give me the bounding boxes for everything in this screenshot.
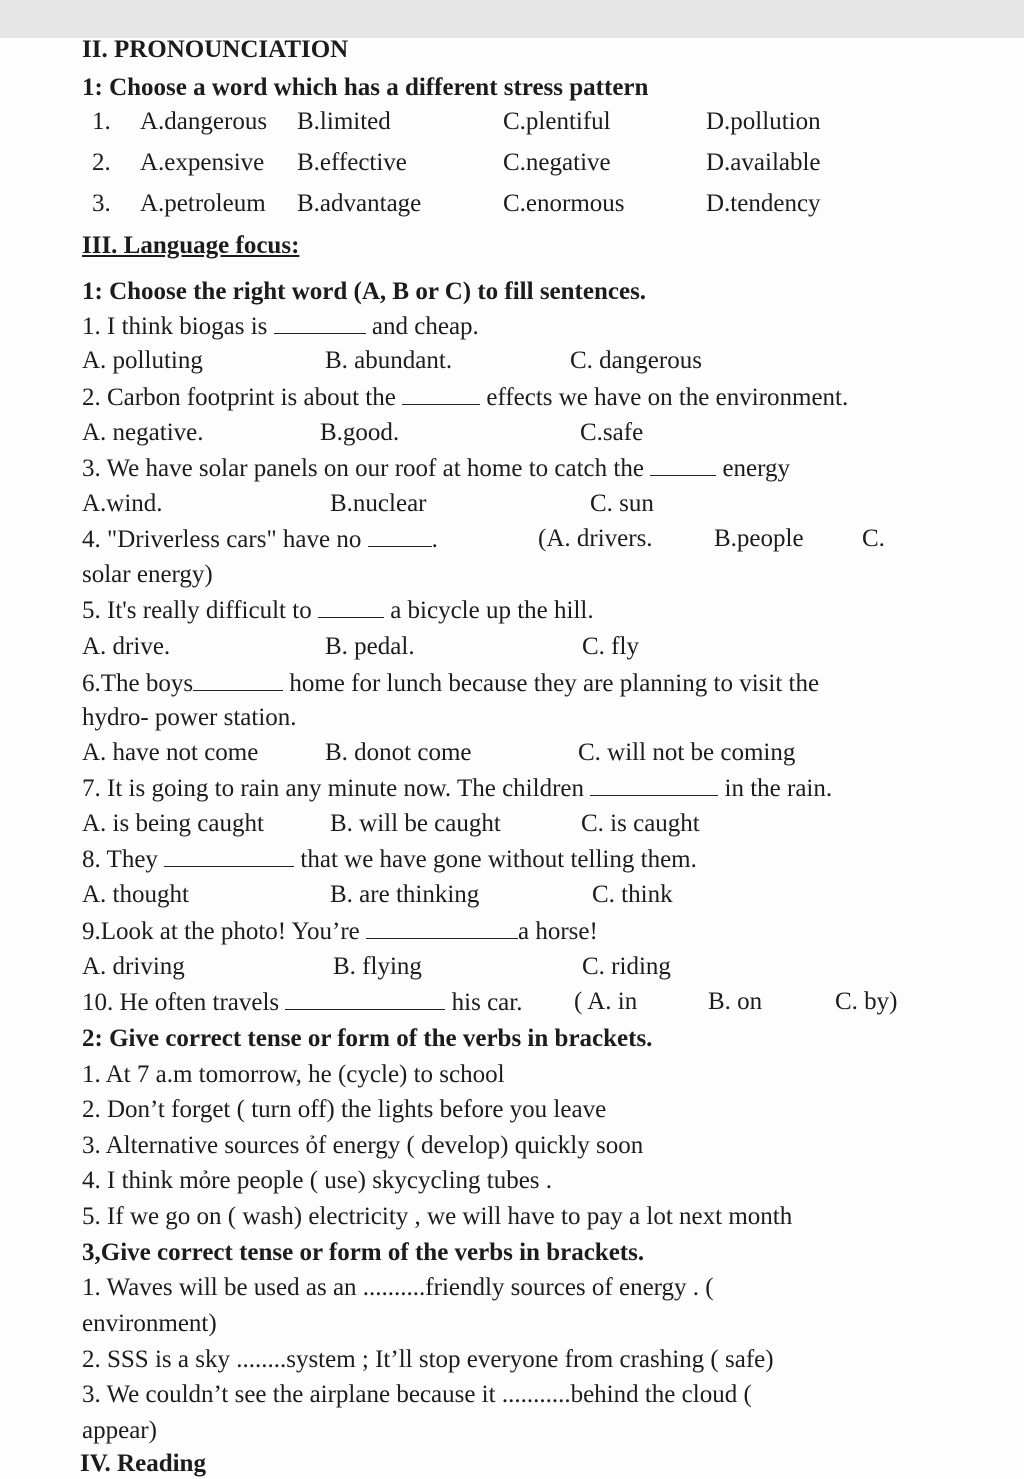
q4-option-a: (A. drivers. bbox=[538, 525, 653, 552]
pron-option-b: B.effective bbox=[297, 149, 407, 176]
q5-option-c: C. fly bbox=[582, 633, 639, 660]
task2-item: 1. At 7 a.m tomorrow, he (cycle) to school bbox=[82, 1061, 505, 1088]
question-10: 10. He often travels his car. bbox=[82, 989, 523, 1016]
pron-option-d: D.pollution bbox=[706, 108, 821, 135]
section-heading-pronunciation: II. PRONOUNCIATION bbox=[82, 36, 349, 63]
question-9: 9.Look at the photo! You’re a horse! bbox=[82, 918, 598, 945]
q9-option-c: C. riding bbox=[582, 953, 671, 980]
task2-item: 3. Alternative sources ỏf energy ( develop) quickly soon bbox=[82, 1132, 644, 1159]
question-5: 5. It's really difficult to a bicycle up the hill. bbox=[82, 597, 594, 624]
task3-title: 3,Give correct tense or form of the verbs in brackets. bbox=[82, 1239, 645, 1266]
answer-blank bbox=[164, 844, 294, 867]
q4-option-c: C. bbox=[862, 525, 885, 552]
task3-item: 3. We couldn’t see the airplane because it ...........behind the cloud ( bbox=[82, 1381, 752, 1408]
pron-option-a: A.dangerous bbox=[140, 108, 268, 135]
pron-option-d: D.available bbox=[706, 149, 821, 176]
pron-option-b: B.advantage bbox=[297, 190, 422, 217]
q8-option-c: C. think bbox=[592, 881, 673, 908]
q1-option-b: B. abundant. bbox=[325, 347, 453, 374]
q8-option-a: A. thought bbox=[82, 881, 189, 908]
q6-option-b: B. donot come bbox=[325, 739, 472, 766]
answer-blank bbox=[402, 382, 480, 405]
pron-option-c: C.enormous bbox=[503, 190, 625, 217]
q6-option-a: A. have not come bbox=[82, 739, 259, 766]
q7-option-a: A. is being caught bbox=[82, 810, 264, 837]
q2-option-c: C.safe bbox=[580, 419, 644, 446]
q9-option-a: A. driving bbox=[82, 953, 185, 980]
q10-option-b: B. on bbox=[708, 988, 763, 1015]
pron-row-number: 3. bbox=[92, 190, 111, 217]
pron-option-c: C.negative bbox=[503, 149, 611, 176]
q1-option-a: A. polluting bbox=[82, 347, 203, 374]
pron-row-number: 2. bbox=[92, 149, 111, 176]
q2-option-a: A. negative. bbox=[82, 419, 204, 446]
pron-option-d: D.tendency bbox=[706, 190, 821, 217]
task3-item: 2. SSS is a sky ........system ; It’ll stop everyone from crashing ( safe) bbox=[82, 1346, 774, 1373]
answer-blank bbox=[366, 916, 518, 939]
answer-blank bbox=[193, 668, 283, 691]
pron-option-a: A.petroleum bbox=[140, 190, 266, 217]
answer-blank bbox=[368, 524, 432, 547]
pron-row-number: 1. bbox=[92, 108, 111, 135]
q3-option-b: B.nuclear bbox=[330, 490, 427, 517]
q6-option-c: C. will not be coming bbox=[578, 739, 796, 766]
answer-blank bbox=[274, 311, 366, 334]
answer-blank bbox=[650, 453, 716, 476]
task3-item-continued: appear) bbox=[82, 1417, 157, 1444]
question-6: 6.The boys home for lunch because they are planning to visit the bbox=[82, 670, 820, 697]
task2-item: 4. I think mỏre people ( use) skycycling tubes . bbox=[82, 1167, 553, 1194]
question-8: 8. They that we have gone without telling them. bbox=[82, 846, 697, 873]
q9-option-b: B. flying bbox=[333, 953, 422, 980]
question-6-continued: hydro- power station. bbox=[82, 704, 297, 731]
q4-option-b: B.people bbox=[714, 525, 804, 552]
q10-option-c: C. by) bbox=[835, 988, 898, 1015]
task2-item: 5. If we go on ( wash) electricity , we will have to pay a lot next month bbox=[82, 1203, 793, 1230]
q3-option-a: A.wind. bbox=[82, 490, 163, 517]
pron-option-a: A.expensive bbox=[140, 149, 265, 176]
task3-item: 1. Waves will be used as an ..........friendly sources of energy . ( bbox=[82, 1274, 714, 1301]
question-4: 4. "Driverless cars" have no . bbox=[82, 526, 438, 553]
question-7: 7. It is going to rain any minute now. The children in the rain. bbox=[82, 775, 833, 802]
answer-blank bbox=[285, 987, 445, 1010]
q10-option-a: ( A. in bbox=[574, 988, 638, 1015]
pron-option-c: C.plentiful bbox=[503, 108, 611, 135]
question-3: 3. We have solar panels on our roof at home to catch the energy bbox=[82, 455, 791, 482]
q2-option-b: B.good. bbox=[320, 419, 400, 446]
pron-option-b: B.limited bbox=[297, 108, 391, 135]
q7-option-b: B. will be caught bbox=[330, 810, 501, 837]
answer-blank bbox=[590, 773, 718, 796]
q5-option-a: A. drive. bbox=[82, 633, 171, 660]
question-2: 2. Carbon footprint is about the effects we have on the environment. bbox=[82, 384, 849, 411]
task1-title: 1: Choose the right word (A, B or C) to fill sentences. bbox=[82, 278, 647, 305]
q4-option-c-continued: solar energy) bbox=[82, 561, 213, 588]
q1-option-c: C. dangerous bbox=[570, 347, 702, 374]
q7-option-c: C. is caught bbox=[581, 810, 700, 837]
q3-option-c: C. sun bbox=[590, 490, 654, 517]
task2-item: 2. Don’t forget ( turn off) the lights before you leave bbox=[82, 1096, 607, 1123]
q8-option-b: B. are thinking bbox=[330, 881, 480, 908]
question-1: 1. I think biogas is and cheap. bbox=[82, 313, 479, 340]
pronunciation-task-title: 1: Choose a word which has a different stress pattern bbox=[82, 74, 649, 101]
task2-title: 2: Give correct tense or form of the verbs in brackets. bbox=[82, 1025, 653, 1052]
answer-blank bbox=[318, 595, 384, 618]
top-bar bbox=[0, 0, 1024, 38]
section-heading-language-focus: III. Language focus: bbox=[82, 232, 300, 259]
task3-item-continued: environment) bbox=[82, 1310, 217, 1337]
q5-option-b: B. pedal. bbox=[325, 633, 415, 660]
next-section-heading-partial: IV. Reading bbox=[80, 1450, 206, 1477]
